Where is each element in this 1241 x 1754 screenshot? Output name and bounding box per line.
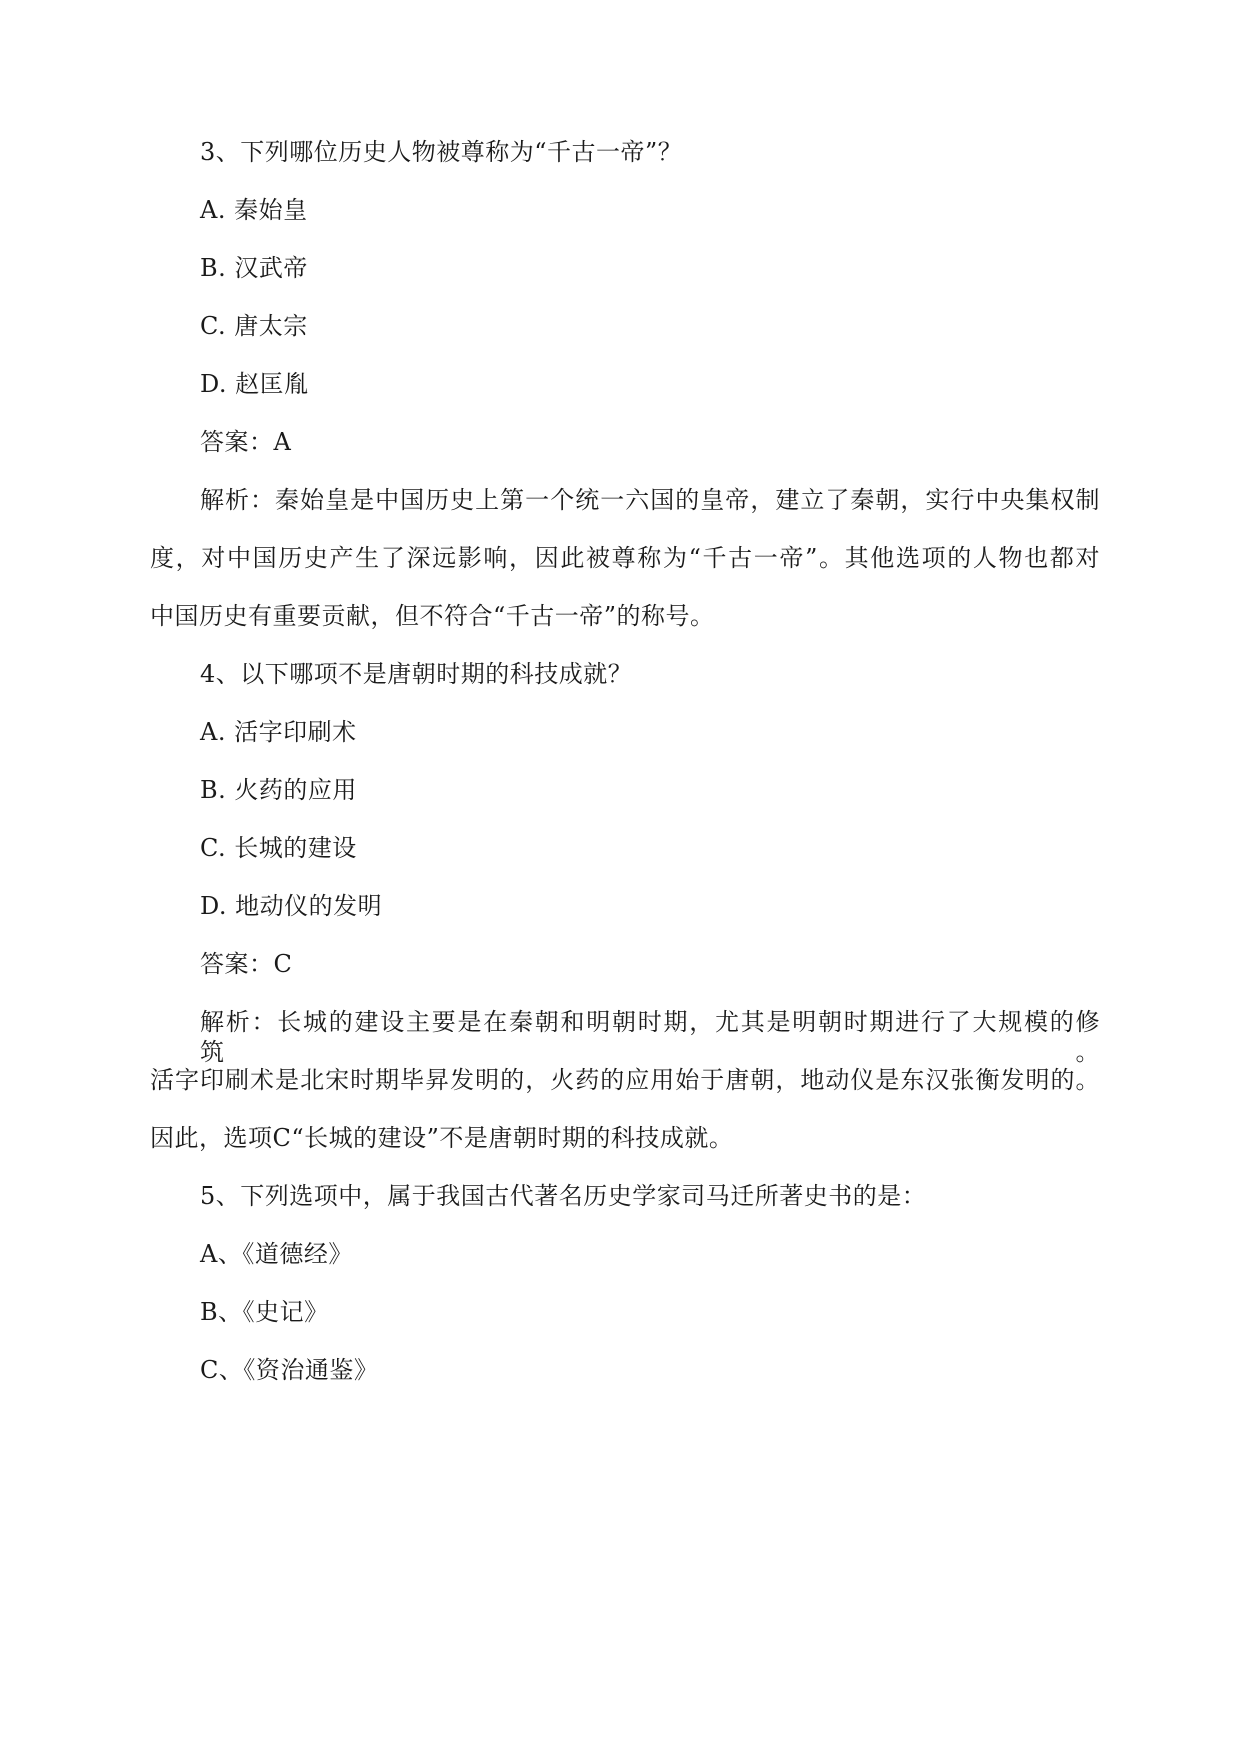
question-5-option-b: B、《史记》 [200, 1298, 329, 1326]
question-3-analysis-line-2: 度，对中国历史产生了深远影响，因此被尊称为“千古一帝”。其他选项的人物也都对 [150, 544, 1100, 572]
question-5-option-c: C、《资治通鉴》 [200, 1356, 379, 1384]
question-4-stem: 4、以下哪项不是唐朝时期的科技成就？ [200, 660, 633, 688]
question-3-option-b: B. 汉武帝 [200, 254, 308, 282]
question-5-option-a: A、《道德经》 [200, 1240, 353, 1268]
question-3-option-c: C. 唐太宗 [200, 312, 308, 340]
question-5-stem: 5、下列选项中，属于我国古代著名历史学家司马迁所著史书的是： [200, 1182, 927, 1210]
question-4-option-a: A. 活字印刷术 [200, 718, 357, 746]
question-3-answer: 答案：A [200, 428, 292, 456]
question-3-analysis-line-1: 解析：秦始皇是中国历史上第一个统一六国的皇帝，建立了秦朝，实行中央集权制 [200, 486, 1100, 514]
question-4-analysis-line-2: 活字印刷术是北宋时期毕昇发明的，火药的应用始于唐朝，地动仪是东汉张衡发明的。 [150, 1066, 1100, 1094]
question-3-analysis-line-3: 中国历史有重要贡献，但不符合“千古一帝”的称号。 [150, 602, 715, 630]
question-4-option-b: B. 火药的应用 [200, 776, 357, 804]
question-3-stem: 3、下列哪位历史人物被尊称为“千古一帝”？ [200, 138, 683, 166]
question-4-option-c: C. 长城的建设 [200, 834, 357, 862]
question-4-option-d: D. 地动仪的发明 [200, 892, 383, 920]
question-4-analysis-line-1: 解析：长城的建设主要是在秦朝和明朝时期，尤其是明朝时期进行了大规模的修筑。 [200, 1008, 1100, 1066]
question-4-answer: 答案：C [200, 950, 293, 978]
question-4-analysis-line-3: 因此，选项C“长城的建设”不是唐朝时期的科技成就。 [150, 1124, 734, 1152]
question-3-option-a: A. 秦始皇 [200, 196, 308, 224]
question-3-option-d: D. 赵匡胤 [200, 370, 309, 398]
